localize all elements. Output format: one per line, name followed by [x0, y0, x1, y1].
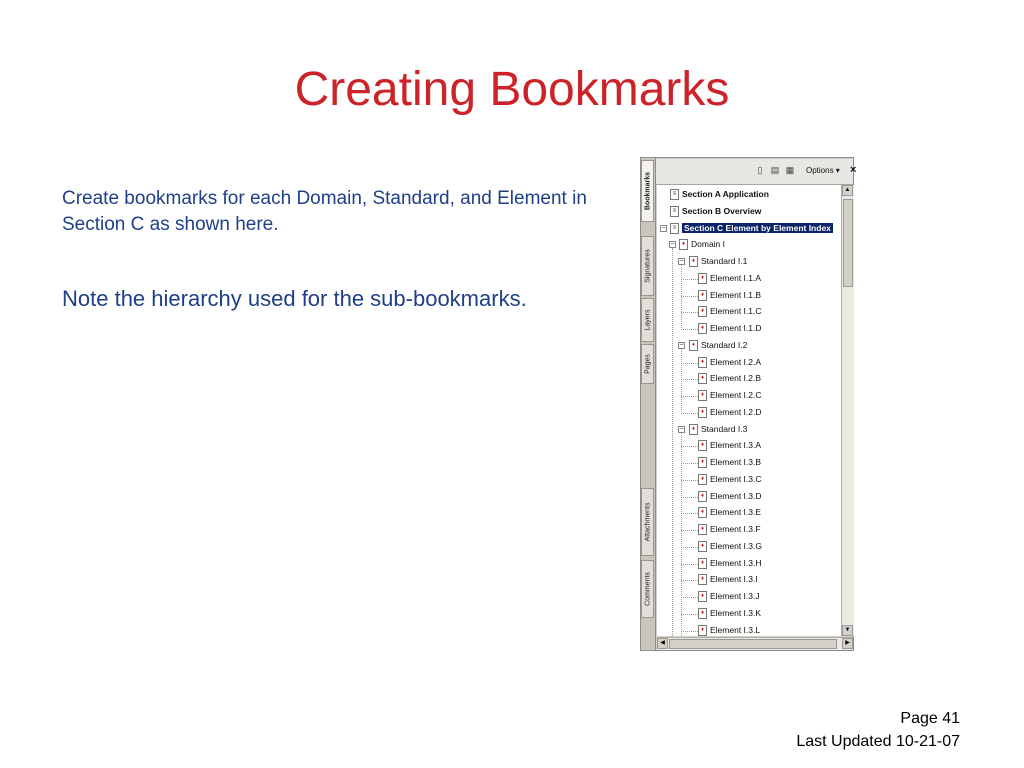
bookmark-item[interactable] [657, 237, 841, 253]
bookmark-label: Element I.3.J [710, 591, 760, 601]
bookmark-label: Standard I.1 [701, 256, 748, 266]
bookmark-label: Element I.3.D [710, 490, 762, 501]
hierarchy-note: Note the hierarchy used for the sub-bookmarks. [62, 286, 527, 311]
bookmark-label: Element I.3.A [710, 440, 762, 451]
bookmark-label: Element I.3.I [710, 574, 758, 585]
options-menu-button[interactable]: Options ▾ [806, 166, 840, 175]
tab-signatures[interactable]: Signatures [641, 236, 654, 296]
pdf-bookmark-icon: ♦ [679, 239, 688, 250]
scroll-thumb[interactable] [843, 199, 853, 287]
collapse-icon[interactable]: − [661, 224, 666, 232]
tree-connector [681, 513, 698, 514]
bookmark-label: Element I.1.A [710, 272, 762, 283]
bookmark-label: Element I.3.F [710, 524, 761, 534]
bookmark-item[interactable] [657, 355, 841, 371]
bookmark-label: Element I.2.A [710, 356, 762, 367]
close-icon[interactable]: × [850, 164, 857, 176]
bookmark-label: Element I.3.G [710, 540, 762, 551]
bookmark-item[interactable] [657, 271, 841, 287]
pdf-bookmark-icon: ♦ [698, 558, 707, 569]
bookmark-item[interactable] [657, 422, 841, 438]
scroll-left-icon[interactable]: ◀ [657, 638, 668, 649]
pdf-bookmark-icon: ♦ [698, 574, 707, 585]
tree-connector [681, 580, 698, 581]
navigation-tabs [641, 158, 656, 650]
bookmark-item[interactable] [657, 338, 841, 354]
pdf-bookmark-icon: ♦ [698, 457, 707, 468]
pdf-bookmark-icon: ♦ [689, 256, 698, 267]
pdf-bookmark-icon: ♦ [698, 474, 707, 485]
bookmark-item[interactable] [657, 288, 841, 304]
tree-connector [681, 530, 698, 531]
bookmark-label: Element I.2.C [710, 390, 762, 400]
tree-connector [681, 614, 698, 615]
tab-pages[interactable]: Pages [641, 344, 654, 384]
pdf-bookmark-icon: ♦ [698, 306, 707, 317]
bookmark-label: Standard I.2 [701, 339, 748, 350]
bookmark-label: Element I.2.B [710, 373, 762, 384]
pdf-bookmark-icon: ♦ [698, 591, 707, 602]
bookmark-label: Element I.3.H [710, 557, 762, 568]
bookmark-item[interactable] [657, 304, 841, 320]
tree-guide-line [681, 265, 682, 330]
pdf-bookmark-icon: ♦ [698, 407, 707, 418]
tree-connector [681, 631, 698, 632]
bookmark-item[interactable] [657, 556, 841, 572]
pdf-bookmark-icon: ♦ [698, 357, 707, 368]
bookmark-label: Domain I [691, 239, 726, 250]
tree-guide-line [672, 248, 673, 636]
collapse-icon[interactable]: − [679, 258, 684, 265]
tab-comments[interactable]: Comments [641, 560, 654, 618]
tree-guide-line [681, 433, 682, 637]
document-icon: ≡ [670, 189, 679, 200]
tab-bookmarks[interactable]: Bookmarks [641, 160, 654, 222]
bookmark-item[interactable] [657, 254, 841, 270]
expand-bookmark-icon[interactable]: ▦ [785, 165, 795, 175]
collapse-icon[interactable]: − [679, 425, 684, 433]
bookmark-item[interactable] [657, 438, 841, 454]
bookmark-label: Element I.1.C [710, 306, 762, 317]
horizontal-scrollbar[interactable] [657, 637, 853, 650]
pdf-bookmark-icon: ♦ [698, 625, 707, 636]
tree-connector [681, 363, 698, 364]
scroll-down-icon[interactable]: ▼ [842, 625, 853, 636]
delete-bookmark-icon[interactable]: ▯ [757, 165, 763, 175]
bookmark-label: Section B Overview [682, 205, 762, 216]
bookmark-item[interactable] [657, 472, 841, 488]
tree-connector [681, 463, 698, 464]
bookmark-label: Element I.1.B [710, 289, 762, 300]
bookmarks-toolbar [656, 159, 857, 185]
pdf-bookmark-icon: ♦ [698, 390, 707, 401]
bookmark-label: Section A Application [682, 189, 769, 199]
bookmarks-panel-screenshot [640, 157, 857, 651]
slide-title: Creating Bookmarks [294, 63, 730, 116]
pdf-bookmark-icon: ♦ [689, 340, 698, 351]
pdf-bookmark-icon: ♦ [698, 541, 707, 552]
collapse-icon[interactable]: − [679, 341, 684, 349]
document-icon: ≡ [670, 206, 679, 217]
tree-connector [681, 480, 698, 481]
pdf-bookmark-icon: ♦ [698, 373, 707, 384]
instruction-text: Create bookmarks for each Domain, Standard, and Element in Section C as shown here. [62, 188, 587, 235]
tree-connector [681, 413, 698, 414]
tree-connector [681, 379, 698, 380]
bookmark-item[interactable] [657, 371, 841, 387]
bookmark-label: Element I.3.E [710, 507, 762, 518]
tree-connector [681, 396, 698, 397]
tab-layers[interactable]: Layers [641, 298, 654, 342]
tree-connector [681, 446, 698, 447]
bookmark-label: Standard I.3 [701, 423, 748, 434]
bookmark-label: Element I.3.K [710, 607, 762, 618]
bookmark-label: Element I.3.L [710, 624, 761, 635]
tree-connector [681, 564, 698, 565]
bookmark-label: Element I.3.C [710, 473, 762, 484]
vertical-scrollbar[interactable] [841, 185, 854, 636]
bookmark-label: Element I.3.B [710, 457, 762, 467]
new-bookmark-icon[interactable]: ▤ [770, 165, 780, 175]
scroll-right-icon[interactable]: ▶ [842, 638, 853, 649]
tree-connector [681, 279, 698, 280]
tree-connector [681, 329, 698, 330]
bookmark-label: Element I.2.D [710, 406, 762, 417]
bookmark-item[interactable] [657, 405, 841, 421]
bookmark-label: Section C Element by Element Index [684, 222, 831, 233]
collapse-icon[interactable]: − [670, 241, 675, 249]
tree-guide-line [681, 349, 682, 414]
tree-connector [681, 497, 698, 498]
bookmark-tree [657, 185, 841, 636]
scroll-up-icon[interactable]: ▲ [842, 185, 853, 196]
hscroll-thumb[interactable] [669, 639, 837, 649]
pdf-bookmark-icon: ♦ [698, 290, 707, 301]
bookmark-item[interactable] [657, 321, 841, 337]
bookmark-item[interactable] [657, 539, 841, 555]
pdf-bookmark-icon: ♦ [698, 507, 707, 518]
bookmark-item[interactable] [657, 505, 841, 521]
tab-attachments[interactable]: Attachments [641, 488, 654, 556]
pdf-bookmark-icon: ♦ [698, 273, 707, 284]
bookmark-item[interactable] [657, 187, 841, 203]
last-updated: Last Updated 10-21-07 [796, 733, 960, 750]
bookmark-item[interactable] [657, 221, 841, 237]
bookmark-item[interactable] [657, 489, 841, 505]
page-number: Page 41 [900, 710, 960, 727]
bookmark-label: Element I.1.D [710, 323, 762, 333]
bookmark-item[interactable] [657, 388, 841, 404]
tree-connector [681, 296, 698, 297]
pdf-bookmark-icon: ♦ [689, 424, 698, 435]
bookmark-item[interactable] [657, 606, 841, 622]
bookmark-item[interactable] [657, 589, 841, 605]
pdf-bookmark-icon: ♦ [698, 524, 707, 535]
document-icon: ≡ [670, 223, 679, 234]
bookmark-item[interactable] [657, 522, 841, 538]
bookmark-item[interactable] [657, 455, 841, 471]
tree-connector [681, 547, 698, 548]
tree-connector [681, 597, 698, 598]
tree-connector [681, 312, 698, 313]
pdf-bookmark-icon: ♦ [698, 323, 707, 334]
bookmark-item[interactable] [657, 204, 841, 220]
pdf-bookmark-icon: ♦ [698, 491, 707, 502]
bookmark-item[interactable] [657, 572, 841, 588]
pdf-bookmark-icon: ♦ [698, 440, 707, 451]
pdf-bookmark-icon: ♦ [698, 608, 707, 619]
